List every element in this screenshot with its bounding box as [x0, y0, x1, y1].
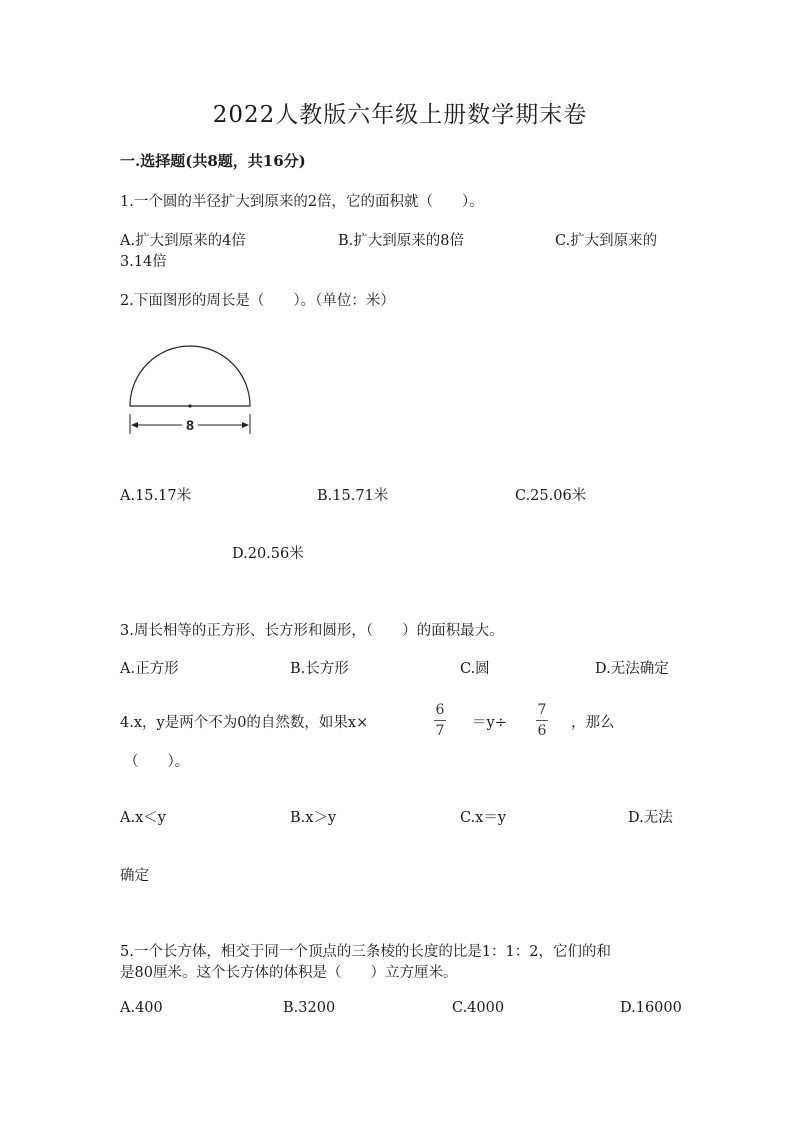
question-4-text-start: 4.x，y是两个不为0的自然数，如果x×: [120, 715, 369, 731]
question-2-text: 2.下面图形的周长是（ ）。（单位：米）: [120, 293, 395, 309]
question-4-text-line2: （ ）。: [124, 754, 190, 770]
question-4-option-b: B.x＞y: [290, 810, 337, 826]
question-1-option-c-continued: 3.14倍: [120, 254, 167, 270]
question-1-text: 1.一个圆的半径扩大到原来的2倍，它的面积就（ ）。: [120, 194, 484, 210]
question-2-option-b: B.15.71米: [317, 488, 389, 504]
dimension-arrow-left: [131, 422, 138, 428]
question-5-option-c: C.4000: [452, 1000, 505, 1016]
question-5-option-a: A.400: [120, 1000, 163, 1016]
fraction-bar: [536, 720, 548, 721]
question-5-text-line2: 是80厘米。这个长方体的体积是（ ）立方厘米。: [120, 965, 458, 981]
fraction-bar: [434, 720, 446, 721]
question-2-option-a: A.15.17米: [120, 488, 192, 504]
question-1-option-c: C.扩大到原来的: [555, 233, 658, 249]
section-heading: 一.选择题(共8题，共16分): [120, 152, 306, 170]
question-4-option-a: A.x＜y: [120, 810, 166, 826]
question-3-text: 3.周长相等的正方形、长方形和圆形，（ ）的面积最大。: [120, 623, 504, 639]
question-5-option-d: D.16000: [620, 1000, 682, 1016]
dimension-label: 8: [186, 417, 194, 433]
question-3-option-b: B.长方形: [290, 661, 349, 677]
fraction-denominator: 7: [435, 723, 445, 739]
question-2-option-d: D.20.56米: [232, 546, 304, 562]
semicircle-shape: [130, 346, 250, 406]
page-title: 2022人教版六年级上册数学期末卷: [212, 102, 588, 128]
question-5-option-b: B.3200: [283, 1000, 336, 1016]
question-3-option-d: D.无法确定: [595, 661, 669, 677]
question-4-option-d: D.无法: [628, 810, 673, 826]
question-5-text-line1: 5.一个长方体，相交于同一个顶点的三条棱的长度的比是1：1：2，它们的和: [120, 944, 612, 960]
center-point: [188, 404, 191, 407]
question-4-option-c: C.x＝y: [460, 810, 507, 826]
fraction-six-sevenths: [430, 703, 450, 738]
question-3-option-c: C.圆: [460, 661, 490, 677]
question-2-option-c: C.25.06米: [515, 488, 587, 504]
question-1-option-b: B.扩大到原来的8倍: [338, 233, 464, 249]
question-4-option-d-continued: 确定: [120, 868, 149, 884]
question-4-text-end: ，那么: [571, 715, 615, 731]
dimension-arrow-right: [242, 422, 249, 428]
fraction-denominator: 6: [537, 723, 547, 739]
question-4-text-middle: ＝y÷: [472, 715, 507, 731]
fraction-numerator: 6: [435, 702, 445, 718]
question-3-option-a: A.正方形: [120, 661, 179, 677]
fraction-seven-sixths: [532, 703, 552, 738]
question-1-option-a: A.扩大到原来的4倍: [120, 233, 246, 249]
fraction-numerator: 7: [537, 702, 547, 718]
semicircle-figure: [120, 340, 260, 440]
